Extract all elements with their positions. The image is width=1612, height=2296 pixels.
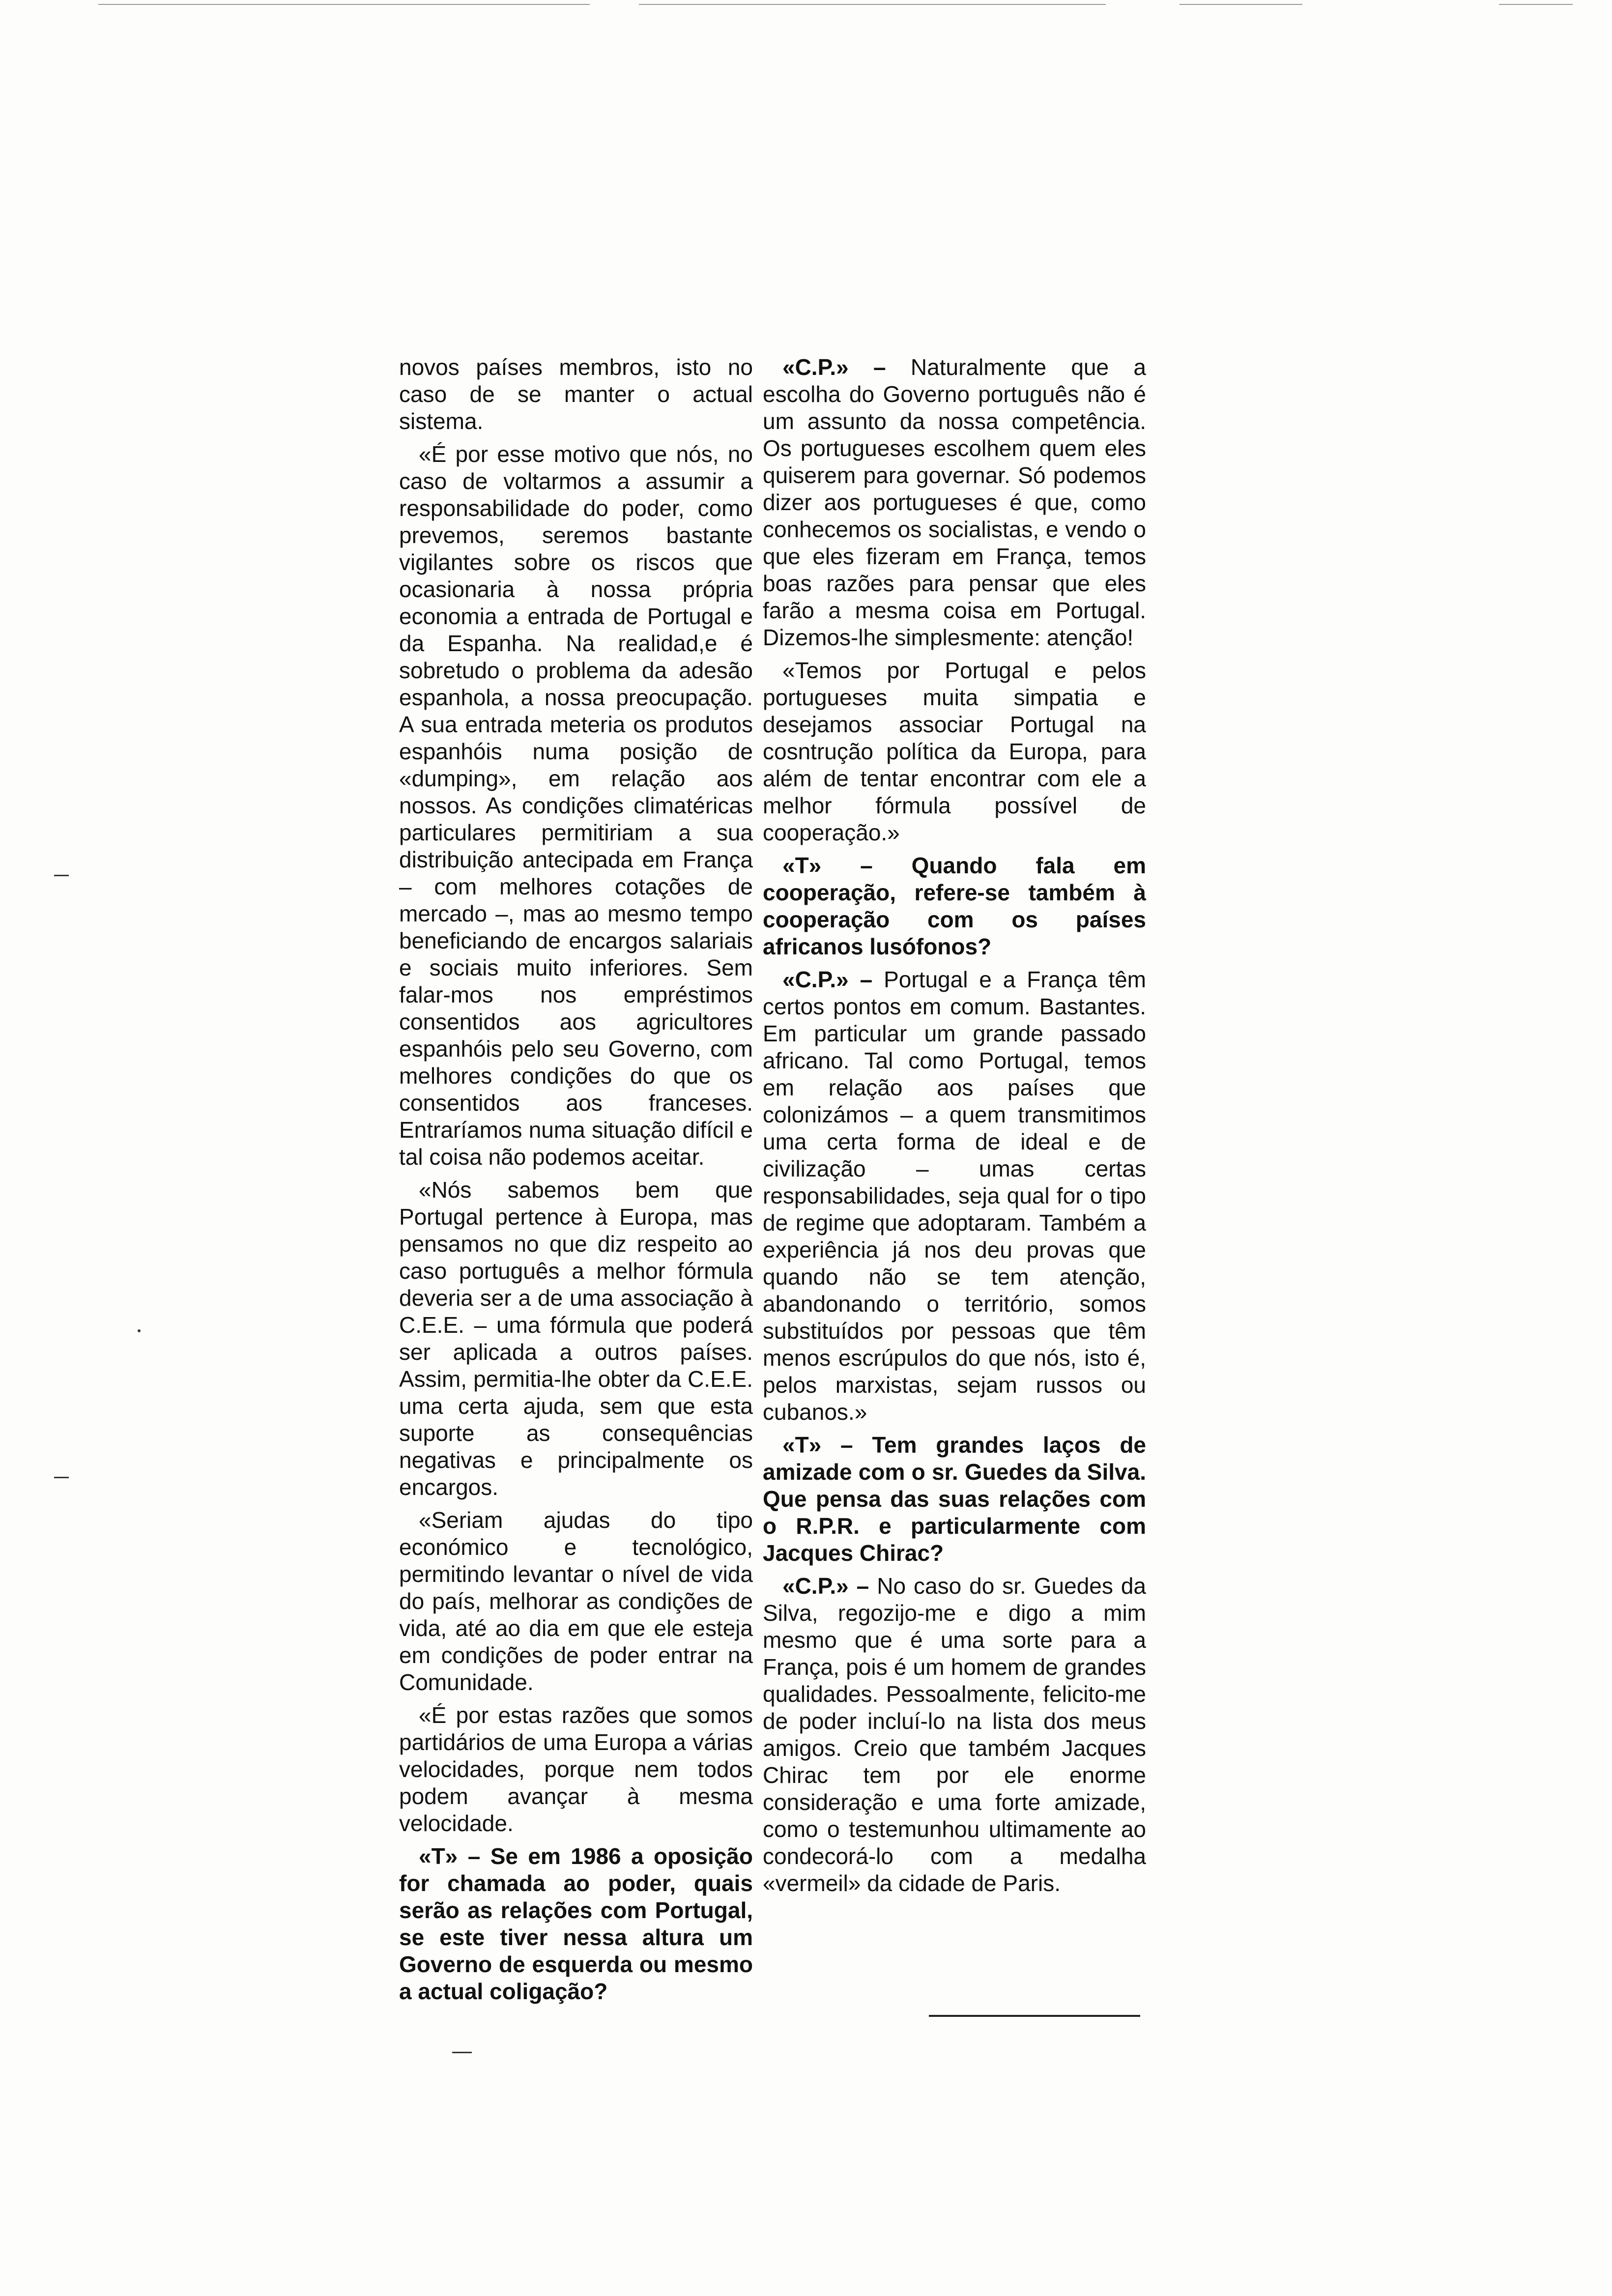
speaker-label: «T» – bbox=[782, 853, 912, 878]
scan-artifact-line bbox=[639, 4, 1106, 5]
speaker-label: «C.P.» – bbox=[782, 354, 911, 380]
paragraph-text: «Seriam ajudas do tipo económico e tecnológico, permitindo levantar o nível de vida do país, melhorar as condições de vida, até ao dia em que ele esteja em condições de poder entrar na Comunidade. bbox=[399, 1507, 753, 1695]
paragraph-text: Se em 1986 a oposição for chamada ao poder, quais serão as relações com Portugal, se este tiver nessa altura um Governo de esquerda ou mesmo a actual coligação? bbox=[399, 1843, 753, 2004]
paragraph-text: Tem grandes laços de amizade com o sr. Guedes da Silva. Que pensa das suas relações com o R.P.R. e particularmente com Jacques Chirac? bbox=[763, 1432, 1146, 1566]
scan-artifact-line bbox=[98, 4, 590, 5]
paragraph-text: «É por estas razões que somos partidários de uma Europa a várias velocidades, porque nem todos podem avançar à mesma velocidade. bbox=[399, 1702, 753, 1836]
interviewer-question bbox=[399, 1843, 753, 2005]
paragraph bbox=[399, 1177, 753, 1501]
scan-artifact-line bbox=[1180, 4, 1302, 5]
speaker-label: «T» – bbox=[782, 1432, 872, 1458]
speaker-label: «C.P.» – bbox=[782, 967, 884, 992]
scan-artifact-line bbox=[1499, 4, 1573, 5]
paragraph bbox=[399, 1507, 753, 1696]
paragraph-text: Portugal e a França têm certos pontos em comum. Bastantes. Em particular um grande passado africano. Tal como Portugal, temos em relação aos países que colonizámos – a quem transmitimos uma certa forma de ideal e de civilização – umas certas responsabilidades, seja qual for o tipo de regime que adoptaram. Também a experiência já nos deu provas que quando não se tem atenção, abandonando o território, somos substituídos por pessoas que têm menos escrúpulos do que nós, isto é, pelos marxistas, sejam russos ou cubanos.» bbox=[763, 967, 1147, 1425]
paragraph bbox=[399, 1702, 753, 1837]
speaker-label: «C.P.» – bbox=[782, 1573, 877, 1599]
paragraph bbox=[399, 441, 753, 1171]
answer-paragraph bbox=[763, 966, 1146, 1426]
margin-tick bbox=[138, 1329, 141, 1332]
answer-paragraph bbox=[763, 354, 1146, 651]
interviewer-question bbox=[763, 1432, 1146, 1567]
paragraph-text: «Temos por Portugal e pelos portugueses muita simpatia e desejamos associar Portugal na cosntrução política da Europa, para além de tentar encontrar com ele a melhor fórmula possível de cooperação.» bbox=[763, 658, 1146, 845]
paragraph bbox=[763, 657, 1146, 846]
paragraph-text: Quando fala em cooperação, refere-se também à cooperação com os países africanos lusófonos? bbox=[763, 853, 1146, 959]
paragraph-text: «Nós sabemos bem que Portugal pertence à Europa, mas pensamos no que diz respeito ao caso português a melhor fórmula deveria ser a de uma associação à C.E.E. – uma fórmula que poderá ser aplicada a outros países. Assim, permitia-lhe obter da C.E.E. uma certa ajuda, sem que esta suporte as consequências negativas e principalmente os encargos. bbox=[399, 1177, 753, 1500]
article-end-rule bbox=[929, 2015, 1140, 2017]
paragraph bbox=[399, 354, 753, 435]
margin-tick bbox=[54, 875, 69, 876]
article-left-column bbox=[399, 354, 753, 2011]
answer-paragraph bbox=[763, 1573, 1146, 1897]
paragraph-text: «É por esse motivo que nós, no caso de voltarmos a assumir a responsabilidade do poder, como prevemos, seremos bastante vigilantes sobre os riscos que ocasionaria à nossa própria economia a entrada de Portugal e da Espanha. Na realidad,e é sobretudo o problema da adesão espanhola, a nossa preocupação. A sua entrada meteria os produtos espanhóis numa posição de «dumping», em relação aos nossos. As condições climatéricas particulares permitiriam a sua distribuição antecipada em França – com melhores cotações de mercado –, mas ao mesmo tempo beneficiando de encargos salariais e sociais muito inferiores. Sem falar-mos nos empréstimos consentidos aos agricultores espanhóis pelo seu Governo, com melhores condições do que os consentidos aos franceses. Entraríamos numa situação difícil e tal coisa não podemos aceitar. bbox=[399, 441, 753, 1170]
paragraph-text: No caso do sr. Guedes da Silva, regozijo-me e digo a mim mesmo que é uma sorte para a França, pois é um homem de grandes qualidades. Pessoalmente, felicito-me de poder incluí-lo na lista dos meus amigos. Creio que também Jacques Chirac tem por ele enorme consideração e uma forte amizade, como o testemunhou ultimamente ao condecorá-lo com a medalha «vermeil» da cidade de Paris. bbox=[763, 1573, 1147, 1896]
speaker-label: «T» – bbox=[419, 1843, 490, 1869]
article bbox=[399, 354, 1146, 2074]
paragraph-text: Naturalmente que a escolha do Governo português não é um assunto da nossa competência. Os portugueses escolhem quem eles quiserem para governar. Só podemos dizer aos portugueses é que, como conhecemos os socialistas, e vendo o que eles fizeram em França, temos boas razões para pensar que eles farão a mesma coisa em Portugal. Dizemos-lhe simplesmente: atenção! bbox=[763, 354, 1146, 650]
paragraph-text: novos países membros, isto no caso de se manter o actual sistema. bbox=[399, 354, 753, 434]
interviewer-question bbox=[763, 852, 1146, 960]
article-right-column bbox=[753, 354, 1146, 1903]
margin-tick bbox=[54, 1477, 69, 1478]
